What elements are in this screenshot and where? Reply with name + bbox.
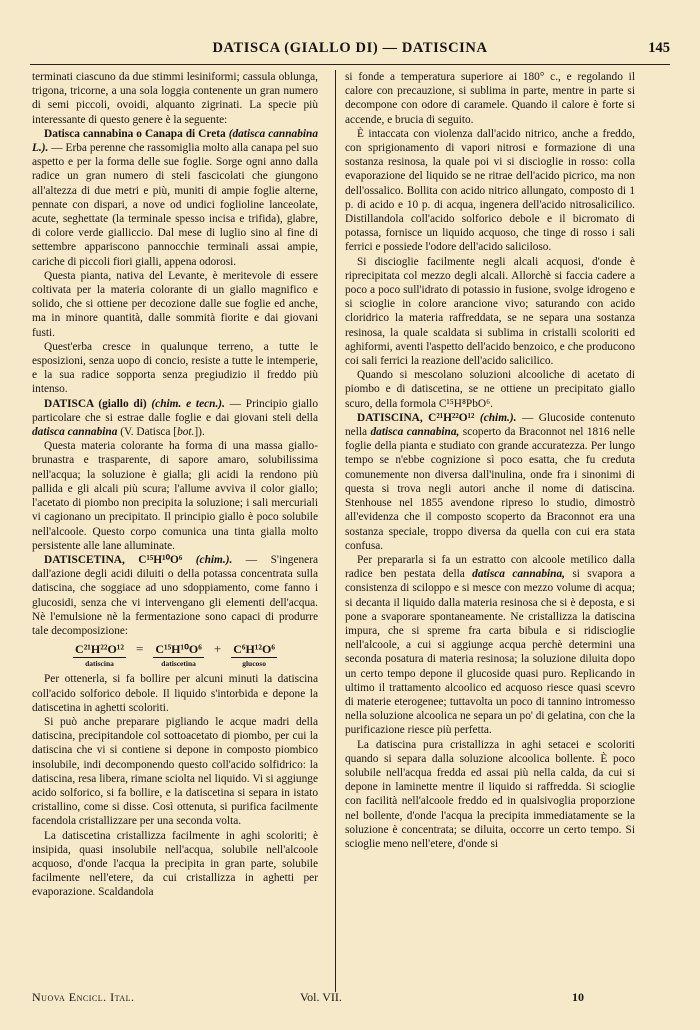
entry-subject-tag: (chim. e tecn.). [151, 397, 225, 410]
column-divider [335, 70, 336, 992]
entry-headword: DATISCINA, [357, 411, 423, 424]
entry-subject-tag: (chim.). [195, 553, 233, 566]
latin-name: datisca cannabina, [370, 426, 460, 439]
latin-name: (datisca cannabina L.). [32, 127, 319, 155]
paragraph: Si discioglie facilmente negli alcali acquosi, d'onde è riprecipitata col mezzo degli alcali. Allorchè si faccia cadere a poco a poco sull'idrato di potassio in fusione, svolge idrogeno e si scioglie in colore arancione vivo; saturando con acido cloridrico la materia raffreddata, se ne separa una sostanza resinosa, la quale scaldata si sublima in cristalli scoloriti ed aghiformi, aventi l'aspetto dell'acido benzoico, e che producono coi sali ferrici la reazione dell'acido salicilico. [345, 255, 635, 368]
paragraph: Si può anche prepararе pigliando le acque madri della datiscina, precipitandole col sottoacetato di piombo, per cui la datiscina che vi si contiene si depone in composto piombico insolubile, indi decomponendo questo coll'acido solfidrico: la datiscina, resa libera, rimane sciolta nel liquido. Vi si aggiunge acido solforico, si fa bollire, e la datiscetina si separa in istato cristallino, come si disse. Così ottenuta, si purifica facilmente facendola cristallizzare per una seconda volta. [32, 715, 318, 828]
paragraph: Per ottenerla, si fa bollire per alcuni minuti la datiscina coll'acido solforico debole. Il liquido s'intorbida e depone la datiscetina in aghetti scoloriti. [32, 673, 318, 714]
latin-name: datisca cannabina, [472, 568, 565, 581]
equation-term: C⁶H¹²O⁶ glucoso [233, 642, 275, 669]
decomposition-equation: C²¹H²²O¹² datiscina = C¹⁵H¹⁰O⁶ datiscetina + C⁶H¹²O⁶ glucoso [75, 641, 275, 669]
paragraph: È intaccata con violenza dall'acido nitrico, anche a freddo, con sprigionamento di vapori nitrosi e formazione di una sostanza resinosa, la quale poi vi si discioglie in rosso: colla evaporazione del liquido se ne ritrae dell'acido picrico, ma non dell'ossalico. Bollita con acido nitrico allungato, composto di 1 p. di acido e 10 p. di acqua, ingenera dell'acido nitrosalicilico. Distillandola coll'acido solforico debole e il bicromato di potassa, fornisce un liquido acquoso, che tinge di rosso i sali ferrici e possiede l'odore dell'acido salicilоso. [345, 127, 635, 254]
footer-signature: 10 [572, 990, 584, 1004]
paragraph: La datiscina pura cristallizza in aghi setacei e scoloriti quando si separa dalla soluzione alcoolica bollente. È poco solubile nell'acqua fredda ed assai più nella calda, da cui si depone in laminette mentre il liquido si raffredda. Si scioglie con facilità nell'alcoole freddo ed in qualsivoglia proporzione nel bollente, d'onde l'acqua la precipita immediatamente se la soluzione è concentrata; se diluita, occorre un certo tempo. Si scioglie meno nell'etere, d'onde si [345, 738, 635, 850]
paragraph: si fonde a temperatura superiore ai 180° c., e regolando il calore con precauzione, si sublima in parte, mentre in parte si decompone con odore di caramele. Quando il calore è forte si accende, e brucia di seguito. [345, 71, 635, 126]
entry-datiscetina: DATISCETINA, C¹⁵H¹⁰O⁶ (chim.). — S'ingenera dall'azione degli acidi diluiti o della potassa concentrata sulla datiscina, che soggiace ad uno sdoppiamento, come fanno i glucosidi, senza che vi intervengano gli elementi dell'acqua. Nè l'emulsione nè la fermentazione sono capaci di produrre tale decomposizione: [32, 553, 319, 637]
footer-publication: Nuova Encicl. Ital. [32, 990, 135, 1004]
page-title: DATISCA (GIALLO DI) — DATISCINA [212, 40, 488, 56]
entry-headword: Datisca cannabina o Canapa di Creta [44, 127, 226, 140]
right-column [345, 70, 635, 851]
entry-subject-tag: (chim.). [479, 411, 517, 424]
footer-volume: Vol. VII. [300, 990, 342, 1004]
equation-term: C²¹H²²O¹² datiscina [75, 642, 124, 669]
chemical-formula: C¹⁵H¹⁰O⁶ [138, 553, 183, 566]
entry-headword: DATISCA (giallo di) [44, 397, 147, 410]
paragraph: Quando si mescolano soluzioni alcooliche di acetato di piombo e di datiscetina, se ne ottiene un precipitato giallo scuro, della formola C¹⁵H⁸PbO⁶. [345, 369, 635, 410]
page-number: 145 [648, 40, 670, 56]
chemical-formula: C²¹H²²O¹² [428, 411, 475, 424]
entry-datisca-cannabina: Datisca cannabina o Canapa di Creta (datisca cannabina L.). — Erba perenne che rassomiglia molto alla canapa pel suo aspetto e per la forma delle sue foglie. Sorge ogni anno dalla radice un gran numero di steli fascicolati che giungono all'altezza di due metri e più, muniti di ampie foglie alterne, pennate con dispari, a nove od undici foglioline lanceolate, acute, seghettate (la terminale spesso incisa e trifida), glabre, di colore verde gialliccio. Dal mese di luglio sino al fine di settembre appariscono pannocchie terminali assai ampie, cariche di piccoli fiori gialli, appena odorosi. [32, 127, 319, 268]
paragraph: Questa materia colorante ha forma di una massa giallo-brunastra e trasparente, di sapore amaro, solubilissima nell'acqua; la soluzione è gialla; gli acidi la rendono più pallida e gli alcali più scura; l'allume avviva il color giallo; l'acetato di piombo non precipita la soluzione; i sali mercuriali vi cagionano un precipitato. Il principio giallo è poco solubile nell'alcoole. Questo corpo comunica una tinta gialla molto persistente alle lane alluminate. [32, 440, 318, 552]
left-column [32, 70, 318, 900]
paragraph: Quest'erba cresce in qualunque terreno, a tutte le esposizioni, senza uopo di concio, resiste a tutte le intemperie, e la sua radice sopporta senza pregiudizio il freddo più intenso. [32, 340, 318, 396]
running-header [30, 40, 670, 60]
latin-name: datisca cannabina [32, 426, 118, 439]
paragraph: La datiscetina cristallizza facilmente in aghi scoloriti; è insipida, quasi insolubile nell'acqua, solubile nell'alcoole acquoso, d'onde l'acqua la precipita in gran parte, solubile facilmente nell'etere, da cui cristallizza in aghetti per evaporazione. Scaldandola [32, 829, 318, 899]
paragraph: Questa pianta, nativa del Levante, è meritevole di essere coltivata per la materia colorante di un giallo magnifico e solido, che si ottiene per decozione dalle sue foglie ed anche, ma in minore quantità, dalle sommità fiorite e dai giovani fusti. [32, 269, 318, 339]
header-rule [30, 64, 670, 65]
entry-datisca-giallo: DATISCA (giallo di) (chim. e tecn.). — Principio giallo particolare che si estrae dalle foglie e dai giovani steli della datisca cannabina (V. Datisca [bot.]). [32, 397, 318, 439]
equation-term: C¹⁵H¹⁰O⁶ datiscetina [155, 642, 202, 669]
entry-headword: DATISCETINA, [44, 553, 125, 566]
paragraph: Per prepararla si fa un estratto con alcoole metilico dalla radice ben pestata della datisca cannabina, si svapora a consistenza di sciloppo e si mesce con mezzo volume di acqua; si decanta il liquido dalla materia resinosa che si è deposta, e si pone a svaporare spontaneamente. Ne cristallizza la datiscina impura, che si spreme fra carta bibula e si ridiscioglie nell'alcoole, a cui si aggiunge acqua perchè determini una seconda posatura di materia resinosa; la soluzione diluita dopo un certo tempo depone il glucoside quasi puro. Replicando in ultimo il trattamento alcoolico ed acquoso riesce quasi scevro di materie eterogenee; tuttavolta un poco di tannino intromesso nella soluzione alcoolica ne separa un po' di gelatina, con che la purificazione riesce più perfetta. [345, 553, 636, 737]
entry-datiscina: DATISCINA, C²¹H²²O¹² (chim.). — Glucoside contenuto nella datisca cannabina, scoperto da Braconnot nel 1816 nelle foglie della pianta e studiato con grande accuratezza. Per lungo tempo se n'ebbe cognizione sì poco esatta, che fu creduta comunemente non diversa dall'inulina, onde fra i sinonimi di questa si trova negli autori anche il nome di datiscina. Stenhouse nel 1855 avendone ripreso lo studio, dimostrò all'evidenza che il composto scoperto da Braconnot era una sostanza speciale, troppo diversa da quella con cui era stata confusa. [345, 411, 635, 552]
paragraph: terminati ciascuno da due stimmi lesiniformi; cassula oblunga, trigona, tricorne, a una sola loggia contenente un gran numero di semi piccoli, ovoidi, alquanto zigrinati. La specie più interessante di questo genere è la seguente: [32, 71, 318, 126]
page-footer [32, 990, 642, 1010]
